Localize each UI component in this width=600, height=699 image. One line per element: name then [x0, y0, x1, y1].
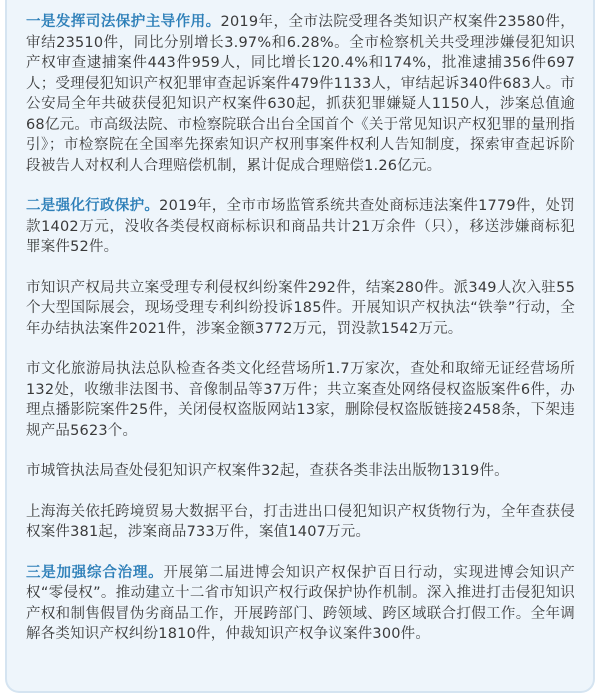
paragraph-text: 2019年，全市市场监管系统共查处商标违法案件1779件，处罚款1402万元，没收各类侵权商标标识和商品共计21万余件（只），移送涉嫌商标犯罪案件52件。 [26, 198, 575, 255]
section-heading-comprehensive: 三是加强综合治理。 [26, 564, 164, 581]
paragraph-text: 市城管执法局查处侵犯知识产权案件32起，查获各类非法出版物1319件。 [26, 463, 509, 479]
paragraph-customs [26, 502, 575, 543]
paragraph-judicial-protection [26, 12, 575, 176]
paragraph-urban-management [26, 461, 575, 482]
section-heading-judicial: 一是发挥司法保护主导作用。 [26, 14, 221, 30]
paragraph-comprehensive-governance [26, 563, 575, 645]
paragraph-text: 上海海关依托跨境贸易大数据平台，打击进出口侵犯知识产权货物行为，全年查获侵权案件381起，涉案商品733万件，案值1407万元。 [26, 503, 575, 540]
paragraph-administrative-protection [26, 196, 575, 258]
paragraph-text: 开展第二届进博会知识产权保护百日行动，实现进博会知识产权“零侵权”。推动建立十二省市知识产权行政保护协作机制。深入推进打击侵犯知识产权和制售假冒伪劣商品工作，开展跨部门、跨领域、跨区域联合打假工作。全年调解各类知识产权纠纷1810件，仲裁知识产权争议案件300件。 [26, 564, 575, 642]
paragraph-ip-office [26, 278, 575, 340]
paragraph-text: 市知识产权局共立案受理专利侵权纠纷案件292件，结案280件。派349人次入驻55个大型国际展会，现场受理专利纠纷投诉185件。开展知识产权执法“铁拳”行动，全年办结执法案件2021件，涉案金额3772万元，罚没款1542万元。 [26, 279, 575, 337]
paragraph-text: 市文化旅游局执法总队检查各类文化经营场所1.7万家次，查处和取缔无证经营场所132处，收缴非法图书、音像制品等37万件；共立案查处网络侵权盗版案件6件，办理点播影院案件25件，关闭侵权盗版网站13家，删除侵权盗版链接2458条，下架违规产品5623个。 [26, 361, 575, 439]
paragraph-text: 2019年，全市法院受理各类知识产权案件23580件，审结23510件，同比分别增长3.97%和6.28%。全市检察机关共受理涉嫌侵犯知识产权审查逮捕案件443件959人，同比增长120.4%和174%，批准逮捕356件697人；受理侵犯知识产权犯罪审查起诉案件479件1133人，审结起诉340件683人。市公安局全年共破获侵犯知识产权案件630起，抓获犯罪嫌疑人1150人，涉案总值逾68亿元。市高级法院、市检察院联合出台全国首个《关于常见知识产权犯罪的量刑指引》；市检察院在全国率先探索知识产权刑事案件权利人告知制度，探索审查起诉阶段被告人对权利人合理赔偿机制，累计促成合理赔偿1.26亿元。 [26, 14, 575, 174]
content-card [5, 0, 595, 693]
section-heading-administrative: 二是强化行政保护。 [26, 198, 160, 214]
paragraph-culture-tourism [26, 359, 575, 441]
